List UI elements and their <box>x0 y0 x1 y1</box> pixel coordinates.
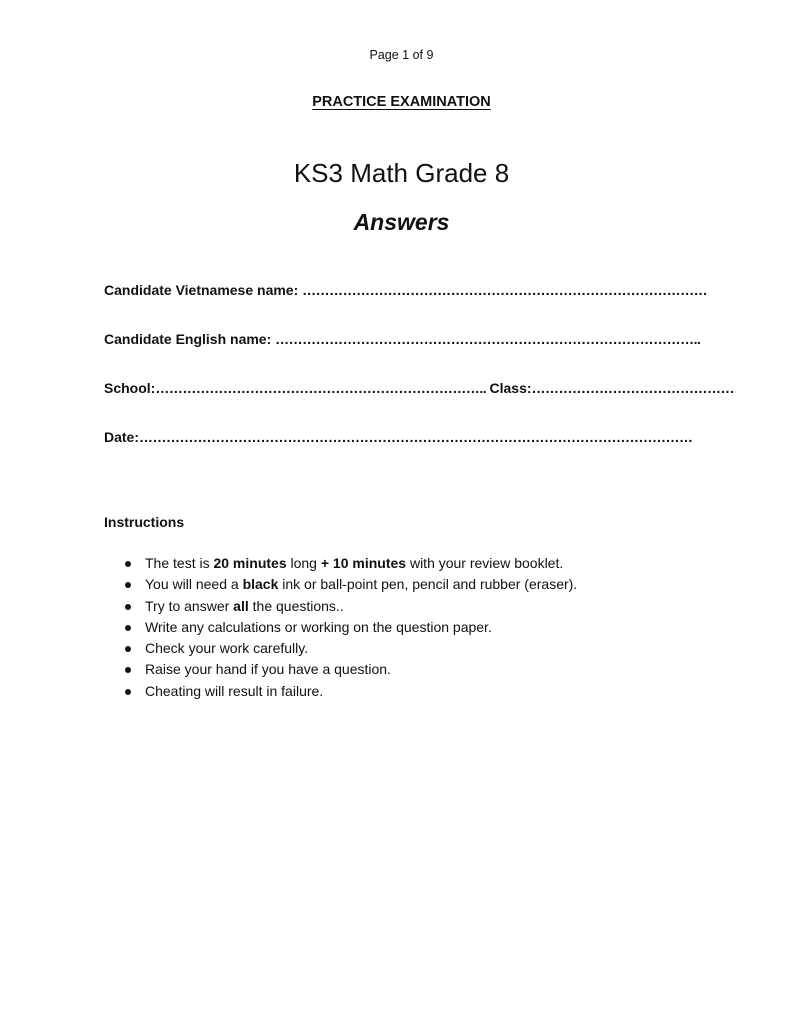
instruction-emphasis: 20 minutes <box>213 555 287 571</box>
instruction-item <box>104 659 577 680</box>
document-subtitle: Answers <box>353 209 450 235</box>
school-class-field <box>104 380 735 396</box>
instruction-item <box>104 553 577 574</box>
date-blank: …………………………………………………………………………………………………………… <box>139 429 693 445</box>
instruction-text: with your review booklet. <box>406 555 564 571</box>
bullet-icon <box>125 646 131 652</box>
instruction-text: Raise your hand if you have a question. <box>145 661 391 678</box>
date-label: Date: <box>104 429 140 445</box>
vietnamese-name-label: Candidate Vietnamese name: <box>104 282 303 298</box>
instruction-item <box>104 638 577 659</box>
instruction-item <box>104 681 577 702</box>
page-number: Page 1 of 9 <box>369 48 434 62</box>
document-title: KS3 Math Grade 8 <box>293 158 510 188</box>
bullet-icon <box>125 561 131 567</box>
instruction-item <box>104 596 577 617</box>
instruction-emphasis: all <box>233 597 249 614</box>
instructions-heading: Instructions <box>104 514 185 530</box>
bullet-icon <box>125 667 131 673</box>
instruction-text: Write any calculations or working on the question paper. <box>145 618 492 635</box>
class-blank: ……………………………………… <box>531 380 735 396</box>
instruction-text: The test is <box>145 555 214 571</box>
instruction-text: Cheating will result in failure. <box>145 682 324 699</box>
exam-type-heading: PRACTICE EXAMINATION <box>312 94 491 110</box>
instruction-text: You will need a <box>145 576 243 593</box>
instruction-text: Check your work carefully. <box>145 640 309 657</box>
english-name-field <box>104 331 701 347</box>
instruction-text: ink or ball-point pen, pencil and rubber (eraser). <box>278 576 578 593</box>
instruction-item <box>104 617 577 638</box>
vietnamese-name-blank: ……………………………………………………………………………… <box>302 282 708 298</box>
instruction-emphasis: black <box>242 576 279 593</box>
instruction-text: the questions.. <box>248 597 344 614</box>
bullet-icon <box>125 625 131 631</box>
school-label: School: <box>104 380 156 396</box>
class-label: Class: <box>489 380 532 396</box>
instruction-text: Try to answer <box>145 597 234 614</box>
school-blank: ……………………………………………………………….. <box>155 380 490 396</box>
english-name-blank: ………………………………………………………………………………….. <box>275 331 701 347</box>
instruction-item <box>104 574 577 595</box>
date-field <box>104 429 693 445</box>
instruction-text: long <box>286 555 321 571</box>
bullet-icon <box>125 689 131 695</box>
english-name-label: Candidate English name: <box>104 331 276 347</box>
bullet-icon <box>125 604 131 610</box>
vietnamese-name-field <box>104 282 708 298</box>
instruction-emphasis: + 10 minutes <box>320 555 407 571</box>
instructions-list <box>104 553 577 702</box>
bullet-icon <box>125 582 131 588</box>
